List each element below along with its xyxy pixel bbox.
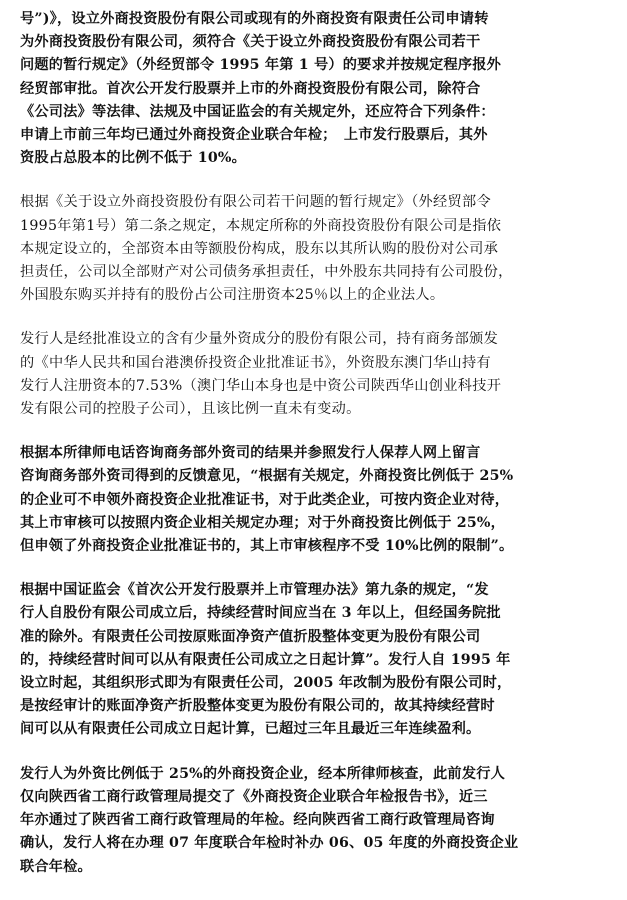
- text-line: 仅向陕西省工商行政管理局提交了《外商投资企业联合年检报告书》，近三: [20, 788, 488, 805]
- text-line: 根据本所律师电话咨询商务部外资司的结果并参照发行人保荐人网上留言: [20, 445, 481, 462]
- text-line: 确认，发行人将在办理 07 年度联合年检时补办 06、05 年度的外商投资企业: [20, 835, 519, 852]
- text-line: 外国股东购买并持有的股份占公司注册资本25％以上的企业法人。: [20, 287, 445, 304]
- paragraph-issuer-status: [20, 328, 620, 421]
- text-line: 设立时起，其组织形式即为有限责任公司，2005 年改制为股份有限公司时，: [20, 675, 512, 692]
- text-line: 发行人注册资本的7.53%（澳门华山本身也是中资公司陕西华山创业科技开: [20, 377, 502, 394]
- text-line: 《公司法》等法律、法规及中国证监会的有关规定外，还应符合下列条件：: [20, 103, 495, 120]
- text-line: 根据《关于设立外商投资股份有限公司若干问题的暂行规定》（外经贸部令: [20, 194, 491, 211]
- paragraph-annual-inspection: [20, 763, 620, 879]
- document-page: [20, 8, 620, 900]
- text-line: 的企业可不申领外商投资企业批准证书，对于此类企业，可按内资企业对待，: [20, 491, 510, 508]
- text-line: 根据中国证监会《首次公开发行股票并上市管理办法》第九条的规定，“发: [20, 582, 489, 599]
- text-line: 发行人为外资比例低于 25%的外商投资企业，经本所律师核查，此前发行人: [20, 765, 505, 782]
- paragraph-csrc-article-nine: [20, 579, 620, 741]
- paragraph-regulation-definition: [20, 191, 620, 307]
- text-line: 发行人是经批准设立的含有少量外资成分的股份有限公司，持有商务部颁发: [20, 331, 499, 348]
- text-line: 行人自股份有限公司成立后，持续经营时间应当在 3 年以上，但经国务院批: [20, 605, 501, 622]
- text-line: 发有限公司的控股子公司），且该比例一直未有变动。: [20, 401, 361, 418]
- text-line: 但申领了外商投资企业批准证书的，其上市审核程序不受 10%比例的限制”。: [20, 538, 514, 555]
- text-line: 间可以从有限责任公司成立日起计算，已超过三年且最近三年连续盈利。: [20, 721, 481, 738]
- text-line: 号”)》，设立外商投资股份有限公司或现有的外商投资有限责任公司申请转: [20, 11, 489, 27]
- paragraph-foreign-investment-conditions: [20, 8, 620, 170]
- text-line: 经贸部审批。首次公开发行股票并上市的外商投资股份有限公司，除符合: [20, 80, 481, 97]
- text-line: 的《中华人民共和国台港澳侨投资企业批准证书》，外资股东澳门华山持有: [20, 354, 491, 371]
- text-line: 为外商投资股份有限公司，须符合《关于设立外商投资股份有限公司若干: [20, 34, 481, 51]
- text-line: 是按经审计的账面净资产折股整体变更为股份有限公司的，故其持续经营时: [20, 698, 495, 715]
- text-line: 咨询商务部外资司得到的反馈意见，“根据有关规定，外商投资比例低于 25%: [20, 468, 514, 485]
- text-line: 1995年第1号）第二条之规定，本规定所称的外商投资股份有限公司是指依: [20, 217, 502, 234]
- text-line: 问题的暂行规定》（外经贸部令 1995 年第 1 号）的要求并按规定程序报外: [20, 57, 502, 74]
- text-line: 的，持续经营时间可以从有限责任公司成立之日起计算”。发行人自 1995 年: [20, 651, 511, 668]
- text-line: 资股占总股本的比例不低于 10%。: [20, 150, 247, 167]
- text-line: 本规定设立的，全部资本由等额股份构成，股东以其所认购的股份对公司承: [20, 240, 499, 257]
- text-line: 其上市审核可以按照内资企业相关规定办理；对于外商投资比例低于 25%，: [20, 514, 505, 531]
- text-line: 联合年检。: [20, 858, 92, 875]
- paragraph-ministry-feedback: [20, 442, 620, 558]
- text-line: 申请上市前三年均已通过外商投资企业联合年检； 上市发行股票后，其外: [20, 127, 488, 144]
- text-line: 担责任，公司以全部财产对公司债务承担责任，中外股东共同持有公司股份，: [20, 264, 513, 281]
- text-line: 年亦通过了陕西省工商行政管理局的年检。经向陕西省工商行政管理局咨询: [20, 812, 495, 829]
- text-line: 准的除外。有限责任公司按原账面净资产值折股整体变更为股份有限公司: [20, 628, 481, 645]
